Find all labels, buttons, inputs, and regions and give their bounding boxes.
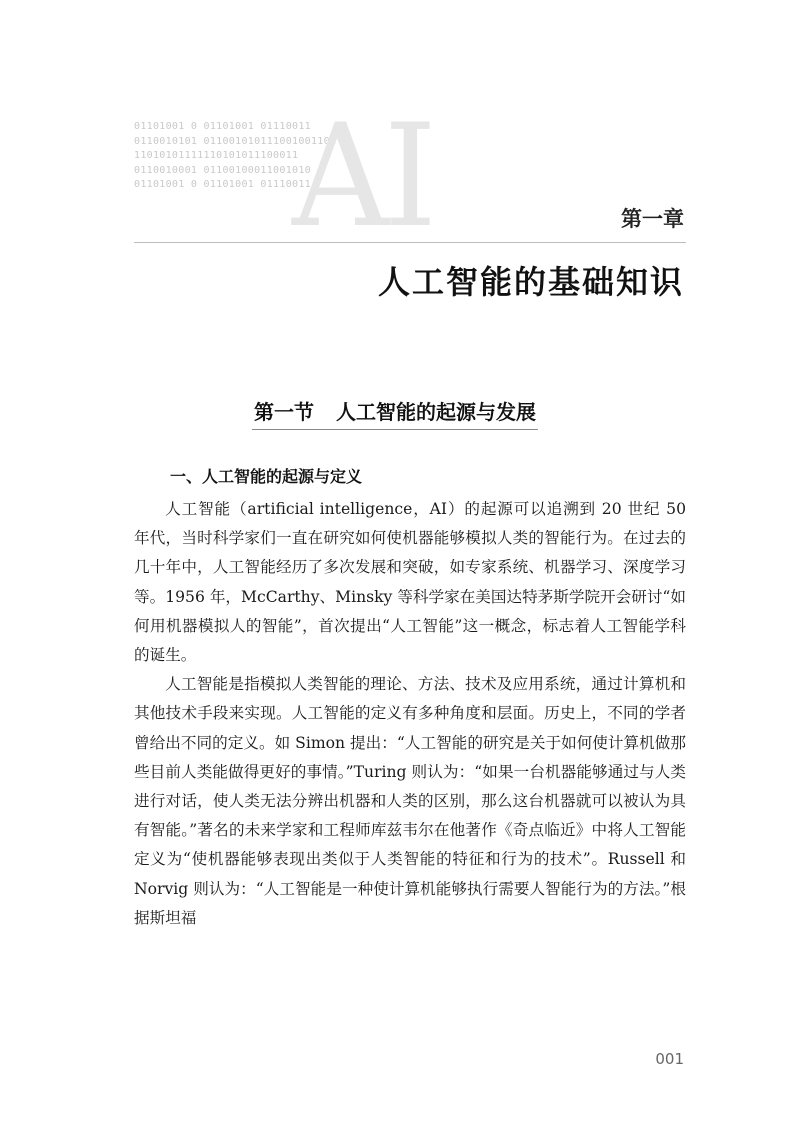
ai-watermark: AI — [292, 94, 432, 259]
paragraph: 人工智能（artificial intelligence，AI）的起源可以追溯到 20 世纪 50 年代，当时科学家们一直在研究如何使机器能够模拟人类的智能行为。在过去的几十年中，人工智能经历了多次发展和突破，如专家系统、机器学习、深度学习等。1956 年，McCarthy、Minsky 等科学家在美国达特茅斯学院开会研讨“如何用机器模拟人的智能”，首次提出“人工智能”这一概念，标志着人工智能学科的诞生。 — [134, 500, 686, 665]
subsection-heading: 一、人工智能的起源与定义 — [170, 467, 363, 486]
chapter-divider — [134, 242, 686, 243]
page-number: 001 — [655, 1050, 684, 1068]
binary-line: 0110010001 01100100011001010 — [134, 164, 311, 176]
section-number: 第一节 — [254, 400, 314, 424]
body-text — [134, 495, 686, 933]
binary-line: 01101001 0 01101001 01110011 — [134, 121, 311, 132]
binary-line: 01101001 0 01101001 01110011 — [134, 179, 311, 190]
section-heading — [0, 396, 790, 430]
section-title: 人工智能的起源与发展 — [336, 400, 536, 424]
section-heading-underlined — [252, 396, 538, 430]
paragraph: 人工智能是指模拟人类智能的理论、方法、技术及应用系统，通过计算机和其他技术手段来实现。人工智能的定义有多种角度和层面。历史上，不同的学者曾给出不同的定义。如 Simon 提出：“人工智能的研究是关于如何使计算机做那些目前人类能做得更好的事情。”Turing 则认为：“如果一台机器能够通过与人类进行对话，使人类无法分辨出机器和人类的区别，那么这台机器就可以被认为具有智能。”著名的未来学家和工程师库兹韦尔在他著作《奇点临近》中将人工智能定义为“使机器能够表现出类似于人类智能的特征和行为的技术”。Russell 和 Norvig 则认为：“人工智能是一种使计算机能够执行需要人智能行为的方法。”根据斯坦福 — [134, 675, 686, 927]
binary-line: 11010101111110101011100011 — [134, 150, 299, 161]
binary-line: 0110010101 011001010111001001101 — [134, 135, 337, 147]
chapter-banner — [0, 0, 790, 300]
chapter-title: 人工智能的基础知识 — [377, 263, 684, 301]
chapter-label: 第一章 — [621, 207, 684, 231]
